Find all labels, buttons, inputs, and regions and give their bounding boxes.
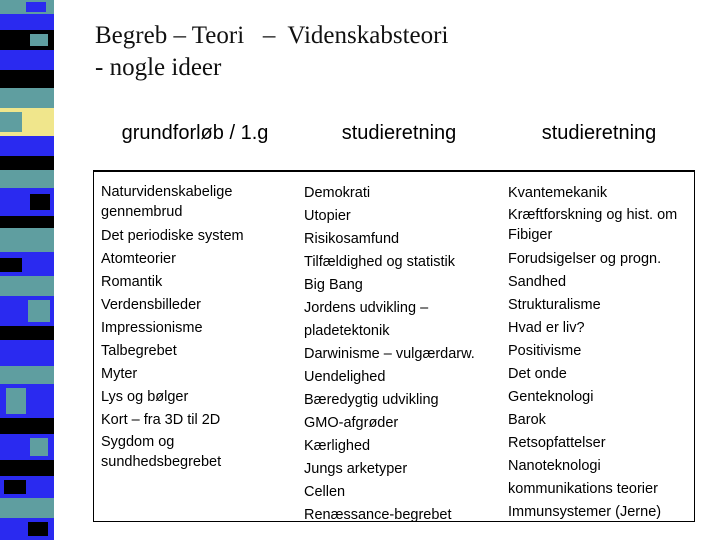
stripe-block <box>0 276 54 296</box>
stripe-block <box>0 156 54 170</box>
stripe-block <box>0 50 54 70</box>
list-item: Atomteorier <box>101 251 176 267</box>
stripe-square <box>0 258 22 272</box>
list-item: Sygdom og sundhedsbegrebet <box>101 434 222 470</box>
list-item: Det onde <box>508 366 567 382</box>
list-item: Forudsigelser og progn. <box>508 251 662 267</box>
list-item: Nanoteknologi <box>508 458 601 474</box>
list-item: Retsopfattelser <box>508 435 606 451</box>
stripe-square <box>4 480 26 494</box>
list-item: Naturvidenskabelige gennembrud <box>101 184 233 220</box>
stripe-square <box>30 34 48 46</box>
stripe-square <box>28 300 50 322</box>
list-item: Jungs arketyper <box>304 461 408 477</box>
table-frame <box>93 172 695 522</box>
list-item: GMO-afgrøder <box>304 415 399 431</box>
stripe-block <box>0 136 54 156</box>
list-item: Lys og bølger <box>101 389 189 405</box>
stripe-block <box>0 326 54 340</box>
list-item: Barok <box>508 412 546 428</box>
column-header-studieretning-2: studieretning <box>541 122 657 144</box>
stripe-square <box>28 522 48 536</box>
stripe-block <box>0 366 54 384</box>
stripe-square <box>6 388 26 414</box>
list-item: Kort – fra 3D til 2D <box>101 412 221 428</box>
list-item: Genteknologi <box>508 389 594 405</box>
list-item: Big Bang <box>304 277 363 293</box>
stripe-square <box>30 438 48 456</box>
list-item: Risikosamfund <box>304 231 400 247</box>
list-item: Impressionisme <box>101 320 203 336</box>
list-item: Romantik <box>101 274 163 290</box>
stripe-block <box>0 216 54 228</box>
list-item: kommunikations teorier <box>508 481 658 497</box>
stripe-block <box>0 460 54 476</box>
list-item: Uendelighed <box>304 369 386 385</box>
title-line-2: - nogle ideer <box>95 54 222 81</box>
list-item: Verdensbilleder <box>101 297 201 313</box>
list-item: Jordens udvikling – pladetektonik <box>304 300 429 339</box>
column-header-studieretning-1: studieretning <box>341 122 457 144</box>
list-item: Demokrati <box>304 185 371 201</box>
list-item: Det periodiske system <box>101 228 244 244</box>
stripe-square <box>26 2 46 12</box>
list-item: Kvantemekanik <box>508 185 608 201</box>
list-item: Talbegrebet <box>101 343 177 359</box>
stripe-block <box>0 170 54 188</box>
stripe-block <box>0 70 54 88</box>
list-item: Utopier <box>304 208 351 224</box>
stripe-square <box>30 194 50 210</box>
list-item: Strukturalisme <box>508 297 601 313</box>
list-item: Darwinisme – vulgærdarw. <box>304 346 475 362</box>
stripe-block <box>0 498 54 518</box>
list-item: Kræftforskning og hist. om Fibiger <box>508 207 678 243</box>
stripe-block <box>0 88 54 108</box>
column-header-grundforloeb: grundforløb / 1.g <box>121 122 269 144</box>
title-line-1: Begreb – Teori – Videnskabsteori <box>95 22 449 49</box>
stripe-block <box>0 418 54 434</box>
list-item: Hvad er liv? <box>508 320 585 336</box>
stripe-square <box>0 112 22 132</box>
decorative-stripe <box>0 0 54 540</box>
list-item: Renæssance-begrebet <box>304 507 452 523</box>
stripe-block <box>0 228 54 252</box>
list-item: Cellen <box>304 484 346 500</box>
list-item: Immunsystemer (Jerne) <box>508 504 662 520</box>
stripe-block <box>0 14 54 30</box>
list-item: Sandhed <box>508 274 567 290</box>
list-item: Myter <box>101 366 138 382</box>
list-item: Tilfældighed og statistik <box>304 254 455 270</box>
list-item: Kærlighed <box>304 438 371 454</box>
slide-title <box>95 20 448 84</box>
list-item: Positivisme <box>508 343 582 359</box>
list-item: Bæredygtig udvikling <box>304 392 439 408</box>
stripe-block <box>0 340 54 366</box>
